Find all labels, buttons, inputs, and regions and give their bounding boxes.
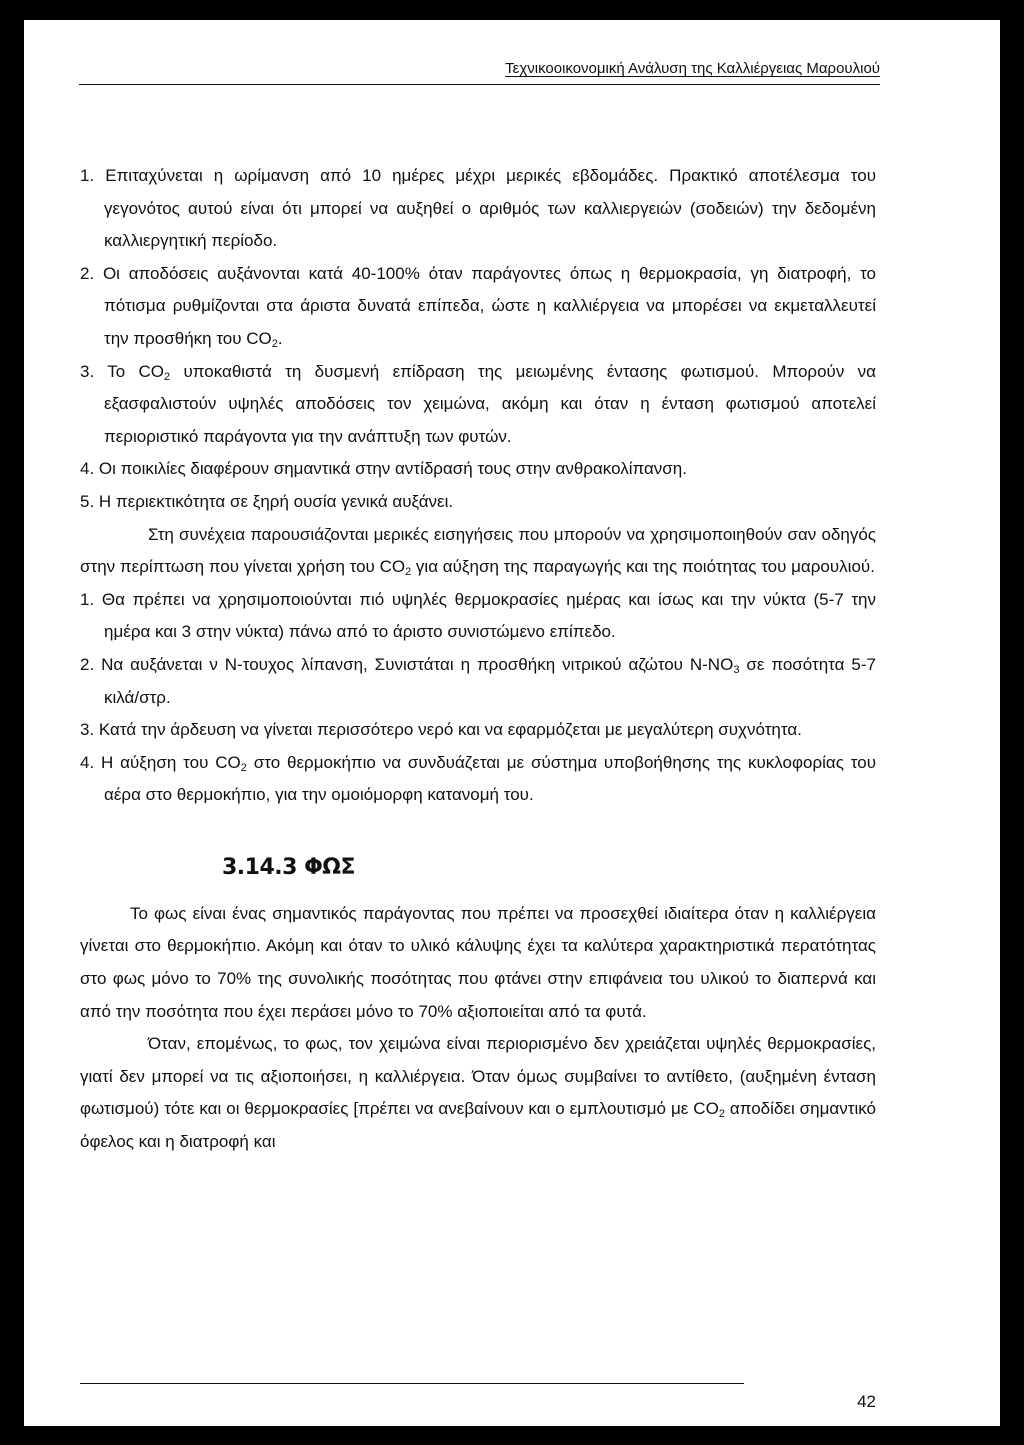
item-number: 4. bbox=[80, 459, 95, 479]
recommendation-item-2 bbox=[80, 649, 876, 714]
benefit-item-5 bbox=[80, 486, 876, 519]
item-text: Επιταχύνεται η ωρίμανση από 10 ημέρες μέχρι μερικές εβδομάδες. Πρακτικό αποτέλεσμα του γεγονότος αυτού είναι ότι μπορεί να αυξηθεί ο αριθμός των καλλιεργειών (σοδειών) την δεδομένη καλλιεργητική περίοδο. bbox=[104, 166, 876, 251]
subscript: 2 bbox=[164, 370, 171, 383]
item-number: 1. bbox=[80, 589, 95, 609]
item-number: 2. bbox=[80, 654, 95, 674]
subscript: 2 bbox=[240, 761, 247, 774]
light-paragraph-2 bbox=[80, 1028, 876, 1158]
section-heading: 3.14.3 ΦΩΣ bbox=[222, 854, 356, 880]
paragraph-text: Όταν, επομένως, το φως, τον χειμώνα είναι περιορισμένο δεν χρειάζεται υψηλές θερμοκρασίες, γιατί δεν μπορεί να τις αξιοποιήσει, η καλλιέργεια. Όταν όμως συμβαίνει το αντίθετο, (αυξημένη ένταση φωτισμού) τότε και οι θερμοκρασίες [πρέπει να ανεβαίνουν και ο εμπλουτισμό με CO bbox=[80, 1034, 876, 1119]
document-page bbox=[24, 20, 1000, 1426]
running-header: Τεχνικοοικονομική Ανάλυση της Καλλιέργειας Μαρουλιού bbox=[505, 60, 880, 77]
item-text: Κατά την άρδευση να γίνεται περισσότερο νερό και να εφαρμόζεται με μεγαλύτερη συχνότητα. bbox=[98, 720, 802, 740]
item-text: Η περιεκτικότητα σε ξηρή ουσία γενικά αυξάνει. bbox=[98, 491, 454, 511]
item-text-end: στο θερμοκήπιο να συνδυάζεται με σύστημα υποβοήθησης της κυκλοφορίας του αέρα στο θερμοκήπιο, για την ομοιόμορφη κατανομή του. bbox=[104, 752, 876, 805]
item-text-end: υποκαθιστά τη δυσμενή επίδραση της μειωμένης έντασης φωτισμού. Μπορούν να εξασφαλιστούν υψηλές αποδόσεις τον χειμώνα, ακόμη και όταν η ένταση φωτισμού αποτελεί περιοριστικό παράγοντα για την ανάπτυξη των φυτών. bbox=[104, 361, 876, 446]
item-number: 5. bbox=[80, 491, 95, 511]
benefit-item-3 bbox=[80, 356, 876, 454]
subscript: 3 bbox=[733, 663, 740, 676]
subscript: 2 bbox=[405, 566, 412, 579]
footer-rule bbox=[80, 1383, 744, 1384]
item-number: 3. bbox=[80, 720, 95, 740]
benefit-item-2 bbox=[80, 258, 876, 356]
page-number: 42 bbox=[857, 1392, 876, 1411]
item-text: Θα πρέπει να χρησιμοποιούνται πιό υψηλές θερμοκρασίες ημέρας και ίσως και την νύκτα (5-7 την ημέρα και 3 στην νύκτα) πάνω από το άριστο συνιστώμενο επίπεδο. bbox=[101, 589, 876, 642]
paragraph-text: Στη συνέχεια παρουσιάζονται μερικές εισηγήσεις που μπορούν να χρησιμοποιηθούν σαν οδηγός στην περίπτωση που γίνεται χρήση του CO bbox=[80, 524, 876, 577]
item-text: Να αυξάνεται ν Ν-τουχος λίπανση, Συνιστάται η προσθήκη νιτρικού αζώτου Ν-ΝΟ bbox=[101, 654, 734, 674]
benefit-item-1 bbox=[80, 160, 876, 258]
subscript: 2 bbox=[271, 337, 278, 350]
item-text: Οι ποικιλίες διαφέρουν σημαντικά στην αντίδρασή τους στην ανθρακολίπανση. bbox=[98, 459, 687, 479]
page-body bbox=[80, 160, 876, 1159]
recommendation-item-1 bbox=[80, 584, 876, 649]
item-text: Το CO bbox=[107, 361, 165, 381]
item-text-end: σε ποσότητα 5-7 κιλά/στρ. bbox=[104, 654, 876, 707]
item-text: Η αύξηση του CO bbox=[101, 752, 241, 772]
item-number: 4. bbox=[80, 752, 95, 772]
paragraph-text-end: για αύξηση της παραγωγής και της ποιότητας του μαρουλιού. bbox=[411, 557, 875, 577]
item-number: 1. bbox=[80, 166, 95, 185]
item-text: Οι αποδόσεις αυξάνονται κατά 40-100% όταν παράγοντες όπως η θερμοκρασία, γη διατροφή, το πότισμα ρυθμίζονται στα άριστα δυνατά επίπεδα, ώστε η καλλιέργεια να μπορέσει να εκμεταλλευτεί την προσθήκη του CO bbox=[102, 263, 876, 348]
subscript: 2 bbox=[718, 1108, 725, 1121]
item-number: 2. bbox=[80, 263, 95, 283]
header-rule bbox=[79, 84, 880, 85]
intro-paragraph bbox=[80, 519, 876, 584]
paragraph-text-end: αποδίδει σημαντικό όφελος και η διατροφή και bbox=[80, 1099, 876, 1152]
recommendation-item-4 bbox=[80, 747, 876, 812]
recommendation-item-3 bbox=[80, 714, 876, 747]
item-text-end: . bbox=[277, 328, 283, 348]
light-paragraph-1: Το φως είναι ένας σημαντικός παράγοντας που πρέπει να προσεχθεί ιδιαίτερα όταν η καλλιέργεια γίνεται στο θερμοκήπιο. Ακόμη και όταν το υλικό κάλυψης έχει τα καλύτερα χαρακτηριστικά περατότητας στο φως μόνο το 70% της συνολικής ποσότητας που φτάνει στην επιφάνεια του υλικού το διαπερνά και από την ποσότητα που έχει περάσει μόνο το 70% αξιοποιείται από τα φυτά. bbox=[80, 903, 876, 1021]
benefit-item-4 bbox=[80, 453, 876, 486]
item-number: 3. bbox=[80, 361, 95, 381]
